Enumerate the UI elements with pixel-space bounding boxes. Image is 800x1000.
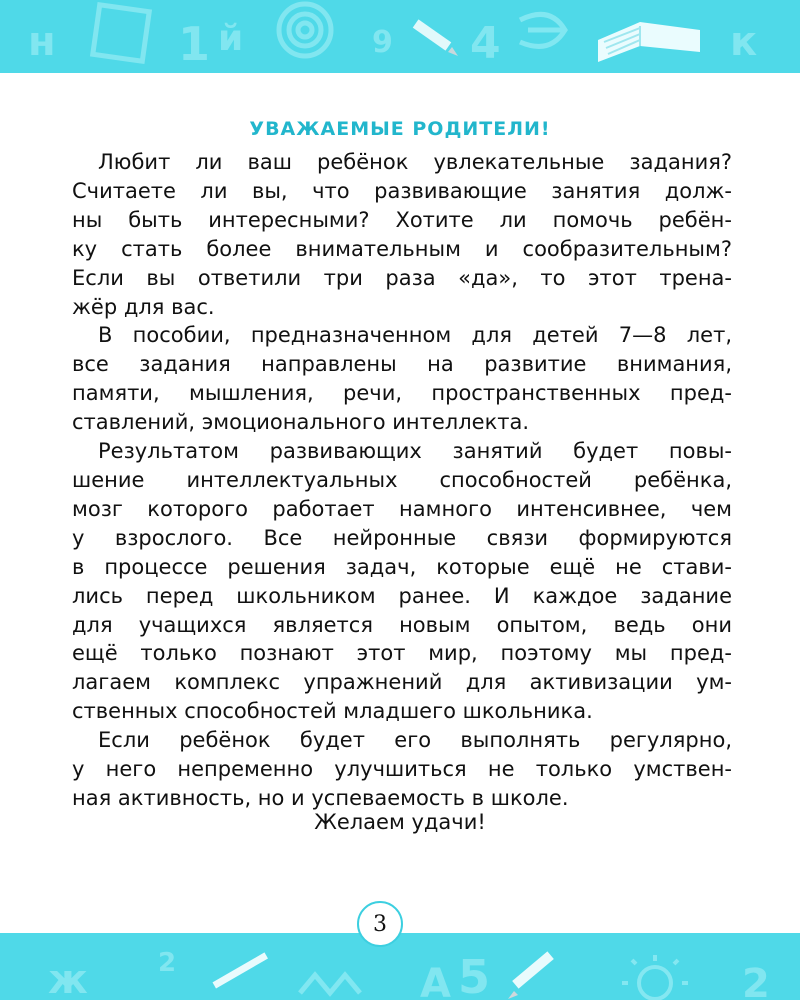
- text-line: у взрослого. Все нейронные связи формируются: [72, 525, 732, 550]
- zigzag-decor: [300, 975, 360, 993]
- page-number-badge: [357, 901, 403, 947]
- text-line: жёр для вас.: [72, 294, 215, 319]
- letter-a-decor: А: [420, 961, 451, 1000]
- pencil-icon: [413, 19, 458, 56]
- closing-wishes: Желаем удачи!: [314, 810, 486, 834]
- letter-k-decor: к: [730, 19, 758, 65]
- text-line: у него непременно улучшиться не только умствен-: [72, 757, 732, 782]
- digit-2-decor-right: 2: [742, 961, 770, 1000]
- pen-icon: [213, 952, 268, 988]
- digit-2-decor: 2: [158, 948, 177, 978]
- letter-n-decor: н: [28, 19, 56, 65]
- text-line: все задания направлены на развитие внимания,: [72, 352, 732, 377]
- header-decor: [0, 0, 800, 73]
- text-line: ставлений, эмоционального интеллекта.: [72, 410, 530, 435]
- letter-zh-decor: ж: [48, 957, 88, 1000]
- pencil-icon: [508, 951, 554, 999]
- header-band: [0, 0, 800, 73]
- text-line: шение интеллектуальных способностей ребёнка,: [72, 467, 732, 492]
- square-decor: [93, 5, 149, 61]
- text-line: Любит ли ваш ребёнок увлекательные задания?: [98, 150, 732, 174]
- text-line: в процессе решения задач, которые ещё не стави-: [72, 554, 732, 579]
- text-line: ная активность, но и успеваемость в школе.: [72, 785, 569, 810]
- text-line: лись перед школьником ранее. И каждое задание: [72, 583, 732, 608]
- text-line: ственных способностей младшего школьника.: [72, 699, 593, 724]
- open-book-icon: [598, 22, 700, 62]
- digit-5-decor: 5: [458, 950, 491, 1000]
- text-line: для учащихся является новым опытом, ведь они: [72, 612, 732, 637]
- text-line: Результатом развивающих занятий будет повы-: [98, 439, 732, 464]
- text-line: ны быть интересными? Хотите ли помочь ребён-: [72, 207, 732, 232]
- text-line: Если ребёнок будет его выполнять регулярно,: [98, 728, 732, 753]
- digit-4-decor: 4: [470, 18, 501, 69]
- sun-icon: [622, 955, 688, 999]
- body-text: [72, 148, 732, 813]
- page-heading: УВАЖАЕМЫЕ РОДИТЕЛИ!: [249, 118, 551, 140]
- digit-9-decor: 9: [372, 25, 393, 60]
- text-line: ещё только познают этот мир, поэтому мы пред-: [72, 641, 732, 666]
- text-line: ку стать более внимательным и сообразительным?: [72, 236, 732, 261]
- text-line: В пособии, предназначенном для детей 7—8 лет,: [98, 323, 732, 348]
- footer-band: [0, 933, 800, 1000]
- digit-1-decor: 1: [178, 17, 211, 71]
- text-line: памяти, мышления, речи, пространственных пред-: [72, 381, 732, 406]
- text-line: Если вы ответили три раза «да», то этот трена-: [72, 265, 732, 290]
- footer-decor: [0, 933, 800, 1000]
- letter-e-decor: [520, 14, 565, 46]
- text-line: Считаете ли вы, что развивающие занятия долж-: [72, 178, 732, 203]
- text-line: мозг которого работает намного интенсивнее, чем: [72, 496, 732, 521]
- page-number: 3: [373, 911, 387, 937]
- text-line: лагаем комплекс упражнений для активизации ум-: [72, 670, 732, 695]
- letter-y-short-decor: й: [218, 18, 244, 59]
